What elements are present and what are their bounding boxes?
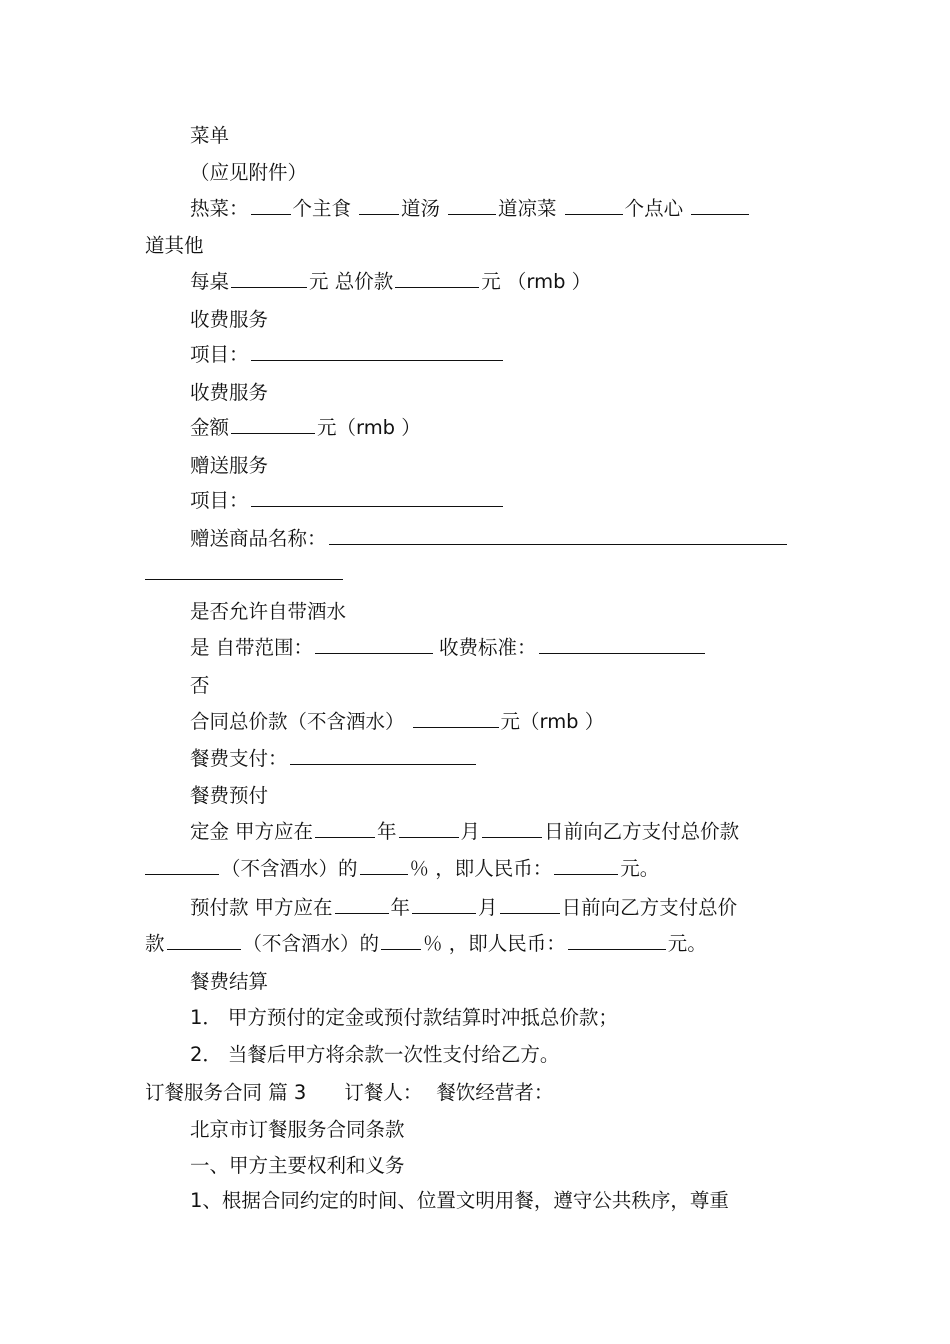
- advance-year-label: 年: [390, 896, 411, 919]
- settlement-item-1: [190, 1005, 618, 1031]
- gift-goods-continuation: [145, 561, 343, 587]
- clause-1-row: [190, 1188, 729, 1214]
- gift-service-heading: [190, 453, 268, 479]
- cold-dish-label: 道凉菜: [498, 197, 557, 220]
- dessert-label: 个点心: [624, 197, 684, 220]
- fee-standard-label: 收费标准：: [439, 636, 537, 659]
- paid-service-heading-1: [190, 307, 268, 333]
- settlement-text: 餐费结算: [190, 970, 269, 993]
- paid-service-item-row: [190, 342, 505, 368]
- other-dishes-label: 道其他: [145, 234, 204, 257]
- prepayment-heading: [190, 783, 268, 809]
- gift-goods-blank-2[interactable]: [145, 561, 343, 580]
- deposit-label: 定金: [190, 820, 230, 843]
- cold-dish-blank[interactable]: [565, 196, 623, 215]
- deposit-year-label: 年: [377, 820, 397, 843]
- operator-label: 餐饮经营者：: [436, 1081, 554, 1104]
- attachment-note-text: （应见附件）: [190, 161, 308, 184]
- deposit-excl-drinks-text: （不含酒水）的: [221, 857, 358, 880]
- soup-blank[interactable]: [448, 196, 496, 215]
- beijing-terms-text: 北京市订餐服务合同条款: [190, 1118, 405, 1141]
- settlement-item-2-text: 当餐后甲方将余款一次性支付给乙方。: [227, 1043, 560, 1066]
- paid-item-blank[interactable]: [251, 342, 503, 361]
- per-table-label: 每桌: [190, 270, 230, 293]
- menu-attachment-note: [190, 160, 307, 186]
- advance-year-blank[interactable]: [335, 895, 389, 914]
- deposit-day-blank[interactable]: [482, 819, 542, 838]
- per-table-price-row: [190, 269, 591, 295]
- clause-1-text: 1、根据合同约定的时间、位置文明用餐，遵守公共秩序，尊重: [190, 1189, 729, 1212]
- amount-blank[interactable]: [231, 415, 315, 434]
- total-price-blank[interactable]: [395, 269, 479, 288]
- soup-label: 道汤: [401, 197, 441, 220]
- deposit-percent-blank[interactable]: [360, 856, 408, 875]
- own-drinks-heading: [190, 599, 346, 625]
- section-1-text: 一、甲方主要权利和义务: [190, 1154, 405, 1177]
- contract-total-row: [190, 709, 604, 735]
- own-drinks-yes-row: [190, 635, 707, 661]
- amount-row: [190, 415, 421, 441]
- amount-unit: 元（rmb ）: [317, 416, 421, 439]
- settlement-item-2-number: 2．: [190, 1043, 222, 1066]
- deposit-unit: 元。: [620, 857, 660, 880]
- deposit-month-label: 月: [460, 820, 481, 843]
- contract-3-header-row: [145, 1080, 553, 1106]
- yes-option: 是: [190, 636, 210, 659]
- advance-total-blank[interactable]: [167, 931, 241, 950]
- advance-unit: 元。: [667, 932, 707, 955]
- menu-heading: [190, 123, 229, 149]
- own-drinks-no-row: [190, 673, 210, 699]
- settlement-heading: [190, 969, 268, 995]
- deposit-year-blank[interactable]: [315, 819, 375, 838]
- advance-payment-continuation: [145, 931, 707, 957]
- contract-total-unit: 元（rmb ）: [500, 710, 605, 733]
- beijing-terms-heading: [190, 1117, 405, 1143]
- hot-dishes-label: 热菜：: [190, 197, 249, 220]
- meal-payment-blank[interactable]: [290, 746, 476, 765]
- advance-party-text: 甲方应在: [254, 896, 333, 919]
- own-drinks-text: 是否允许自带酒水: [190, 600, 347, 623]
- advance-month-label: 月: [478, 896, 498, 919]
- deposit-total-blank[interactable]: [145, 856, 219, 875]
- contract-3-title: 订餐服务合同 篇 3: [145, 1081, 307, 1104]
- paid-service-heading-2: [190, 380, 268, 406]
- paid-service-text-1: 收费服务: [190, 308, 269, 331]
- advance-day-blank[interactable]: [500, 895, 560, 914]
- hot-dishes-blank[interactable]: [251, 196, 291, 215]
- meal-payment-row: [190, 746, 478, 772]
- advance-percent-blank[interactable]: [381, 931, 421, 950]
- settlement-item-1-text: 甲方预付的定金或预付款结算时冲抵总价款；: [227, 1006, 618, 1029]
- paid-service-text-2: 收费服务: [190, 381, 269, 404]
- contract-total-blank[interactable]: [413, 709, 499, 728]
- deposit-row: [190, 819, 739, 845]
- own-drinks-scope-blank[interactable]: [315, 635, 433, 654]
- meal-payment-label: 餐费支付：: [190, 747, 288, 770]
- advance-payment-label: 预付款: [190, 896, 249, 919]
- advance-rmb-blank[interactable]: [568, 931, 666, 950]
- per-table-blank[interactable]: [231, 269, 307, 288]
- hot-dishes-row: [190, 196, 751, 222]
- gift-item-label: 项目：: [190, 489, 249, 512]
- other-dishes-row: [145, 233, 204, 259]
- no-option: 否: [190, 674, 210, 697]
- advance-rmb-text: ％ ，即人民币：: [423, 932, 566, 955]
- contract-total-label: 合同总价款（不含酒水）: [190, 710, 405, 733]
- gift-goods-row: [190, 526, 789, 552]
- settlement-item-2: [190, 1042, 559, 1068]
- deposit-row-continuation: [145, 856, 659, 882]
- advance-payment-row: [190, 895, 737, 921]
- gift-item-blank[interactable]: [251, 488, 503, 507]
- staple-label: 个主食: [292, 197, 352, 220]
- deposit-terms-text: 日前向乙方支付总价款: [544, 820, 740, 843]
- total-price-label: 元 总价款: [309, 270, 394, 293]
- gift-service-text: 赠送服务: [190, 454, 269, 477]
- own-drinks-scope-label: 自带范围：: [215, 636, 314, 659]
- menu-heading-text: 菜单: [190, 124, 230, 147]
- fee-standard-blank[interactable]: [539, 635, 705, 654]
- gift-goods-blank[interactable]: [329, 526, 787, 545]
- deposit-month-blank[interactable]: [399, 819, 459, 838]
- customer-label: 订餐人：: [344, 1081, 423, 1104]
- settlement-item-1-number: 1．: [190, 1006, 222, 1029]
- deposit-party-text: 甲方应在: [235, 820, 314, 843]
- dessert-blank[interactable]: [691, 196, 749, 215]
- advance-excl-drinks-text: （不含酒水）的: [242, 932, 380, 955]
- deposit-rmb-text: ％ ，即人民币：: [409, 857, 553, 880]
- deposit-rmb-blank[interactable]: [554, 856, 618, 875]
- advance-terms-text: 日前向乙方支付总价: [561, 896, 738, 919]
- paid-item-label: 项目：: [190, 343, 249, 366]
- gift-goods-label: 赠送商品名称：: [190, 527, 327, 550]
- advance-price-suffix: 款: [145, 932, 165, 955]
- gift-item-row: [190, 488, 505, 514]
- section-1-heading: [190, 1153, 405, 1179]
- advance-month-blank[interactable]: [412, 895, 476, 914]
- prepayment-text: 餐费预付: [190, 784, 269, 807]
- staple-blank[interactable]: [359, 196, 399, 215]
- amount-label: 金额: [190, 416, 230, 439]
- total-price-unit: 元 （rmb ）: [481, 270, 592, 293]
